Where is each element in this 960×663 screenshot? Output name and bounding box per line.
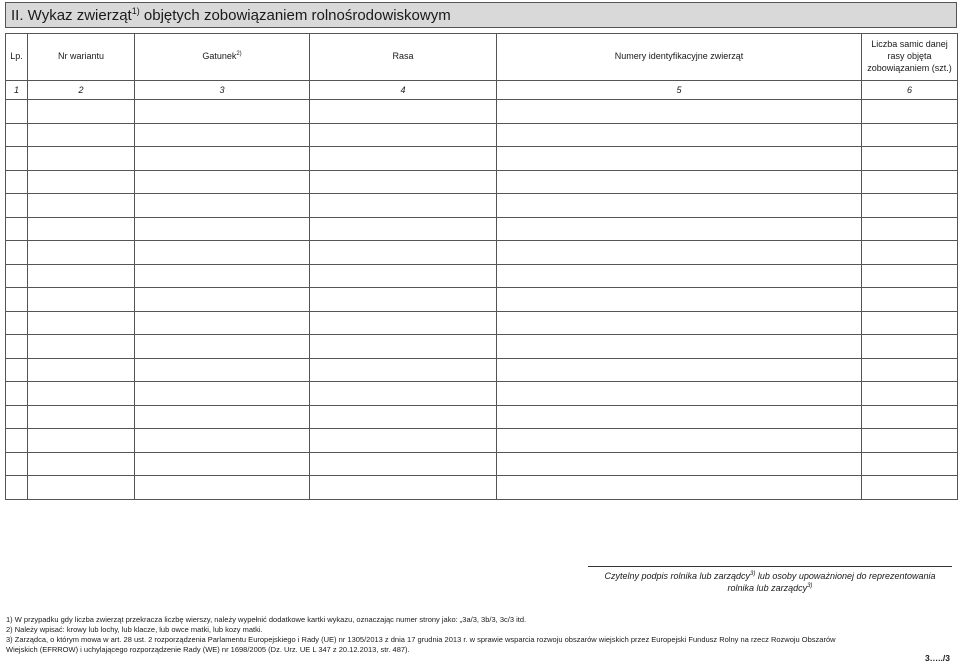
table-cell[interactable] (497, 476, 862, 500)
table-cell[interactable] (6, 217, 28, 241)
table-cell[interactable] (497, 335, 862, 359)
table-cell[interactable] (862, 405, 958, 429)
table-body (6, 100, 958, 500)
table-cell[interactable] (862, 288, 958, 312)
table-cell[interactable] (862, 123, 958, 147)
table-row (6, 358, 958, 382)
footnote: 2) Należy wpisać: krowy lub lochy, lub klacze, lub owce matki, lub kozy matki. (6, 625, 263, 635)
table-cell[interactable] (310, 170, 497, 194)
column-number-row (6, 81, 958, 100)
table-cell[interactable] (6, 382, 28, 406)
table-row (6, 217, 958, 241)
section-title-bar (5, 2, 957, 28)
table-cell[interactable] (497, 382, 862, 406)
table-cell[interactable] (310, 217, 497, 241)
page-number: 3…../3 (924, 653, 950, 663)
table-cell[interactable] (6, 476, 28, 500)
table-cell[interactable] (862, 217, 958, 241)
table-cell[interactable] (310, 241, 497, 265)
table-cell[interactable] (310, 335, 497, 359)
table-row (6, 476, 958, 500)
column-number: 2 (28, 81, 135, 100)
table-cell[interactable] (862, 476, 958, 500)
table-cell[interactable] (310, 288, 497, 312)
table-row (6, 405, 958, 429)
table-cell[interactable] (135, 264, 310, 288)
header-liczba: Liczba samic danej rasy objęta zobowiązaniem (szt.) (862, 34, 958, 81)
table-cell[interactable] (310, 264, 497, 288)
table-cell[interactable] (135, 217, 310, 241)
table-row (6, 288, 958, 312)
table-row (6, 147, 958, 171)
table-cell[interactable] (497, 358, 862, 382)
column-number: 4 (310, 81, 497, 100)
table-cell[interactable] (135, 476, 310, 500)
footnote: 1) W przypadku gdy liczba zwierząt przekracza liczbę wierszy, należy wypełnić dodatkowe kartki wykazu, oznaczając numer strony jako: „3a/3, 3b/3, 3c/3 itd. (6, 615, 527, 624)
column-number: 6 (862, 81, 958, 100)
table-cell[interactable] (6, 452, 28, 476)
table-cell[interactable] (6, 100, 28, 124)
table-cell[interactable] (135, 382, 310, 406)
table-cell[interactable] (862, 452, 958, 476)
table-row (6, 335, 958, 359)
table-cell[interactable] (497, 311, 862, 335)
table-cell[interactable] (135, 311, 310, 335)
table-cell[interactable] (28, 100, 135, 124)
table-cell[interactable] (135, 147, 310, 171)
table-cell[interactable] (862, 147, 958, 171)
table-cell[interactable] (862, 335, 958, 359)
table-cell[interactable] (28, 241, 135, 265)
table-cell[interactable] (135, 358, 310, 382)
table-cell[interactable] (497, 452, 862, 476)
table-cell[interactable] (6, 429, 28, 453)
table-cell[interactable] (135, 429, 310, 453)
table-cell[interactable] (497, 170, 862, 194)
header-lp: Lp. (6, 34, 28, 81)
table-cell[interactable] (6, 405, 28, 429)
table-row (6, 311, 958, 335)
table-cell[interactable] (497, 147, 862, 171)
column-number: 3 (135, 81, 310, 100)
section-title: II. Wykaz zwierząt$^{1)}$ objętych zobowiązaniem rolnośrodowiskowym (11, 6, 451, 24)
table-cell[interactable] (6, 264, 28, 288)
table-row (6, 452, 958, 476)
table-cell[interactable] (135, 100, 310, 124)
table-cell[interactable] (28, 288, 135, 312)
table-cell[interactable] (862, 100, 958, 124)
table-cell[interactable] (310, 452, 497, 476)
footnote: Wiejskich (EFRROW) i uchylającego rozporządzenie Rady (WE) nr 1698/2005 (Dz. Urz. UE L 347 z 20.12.2013, str. 487). (6, 645, 410, 655)
table-cell[interactable] (310, 100, 497, 124)
table-cell[interactable] (862, 358, 958, 382)
header-rasa: Rasa (310, 34, 497, 81)
column-number: 5 (497, 81, 862, 100)
table-cell[interactable] (310, 476, 497, 500)
table-cell[interactable] (135, 288, 310, 312)
table-cell[interactable] (862, 194, 958, 218)
table-cell[interactable] (497, 241, 862, 265)
table-cell[interactable] (6, 147, 28, 171)
table-cell[interactable] (497, 264, 862, 288)
table-row (6, 123, 958, 147)
table-cell[interactable] (310, 429, 497, 453)
table-cell[interactable] (497, 405, 862, 429)
table-cell[interactable] (28, 382, 135, 406)
table-cell[interactable] (310, 405, 497, 429)
table-cell[interactable] (135, 452, 310, 476)
table-cell[interactable] (6, 241, 28, 265)
table-cell[interactable] (310, 311, 497, 335)
table-cell[interactable] (135, 335, 310, 359)
table-row (6, 382, 958, 406)
table-cell[interactable] (28, 429, 135, 453)
table-cell[interactable] (28, 335, 135, 359)
table-cell[interactable] (310, 194, 497, 218)
animals-table (5, 33, 958, 500)
table-cell[interactable] (6, 170, 28, 194)
table-row (6, 429, 958, 453)
table-cell[interactable] (6, 123, 28, 147)
table-cell[interactable] (6, 358, 28, 382)
table-cell[interactable] (310, 123, 497, 147)
table-cell[interactable] (497, 123, 862, 147)
table-cell[interactable] (135, 194, 310, 218)
table-cell[interactable] (135, 405, 310, 429)
table-cell[interactable] (135, 123, 310, 147)
table-cell[interactable] (862, 382, 958, 406)
table-cell[interactable] (28, 217, 135, 241)
table-cell[interactable] (28, 264, 135, 288)
table-cell[interactable] (862, 241, 958, 265)
table-cell[interactable] (497, 194, 862, 218)
table-cell[interactable] (497, 217, 862, 241)
table-cell[interactable] (28, 170, 135, 194)
table-cell[interactable] (862, 311, 958, 335)
table-row (6, 100, 958, 124)
table-cell[interactable] (497, 429, 862, 453)
table-cell[interactable] (28, 147, 135, 171)
table-cell[interactable] (310, 382, 497, 406)
header-numery: Numery identyfikacyjne zwierząt (497, 34, 862, 81)
table-cell[interactable] (135, 241, 310, 265)
table-row (6, 194, 958, 218)
table-cell[interactable] (28, 405, 135, 429)
table-cell[interactable] (497, 100, 862, 124)
table-cell[interactable] (310, 147, 497, 171)
table-cell[interactable] (28, 452, 135, 476)
table-cell[interactable] (28, 194, 135, 218)
column-number: 1 (6, 81, 28, 100)
table-cell[interactable] (862, 170, 958, 194)
table-cell[interactable] (6, 311, 28, 335)
signature-caption: Czytelny podpis rolnika lub zarządcy$^{3)}$ lub osoby upoważnionej do reprezentowania rolnika lub zarządcy$^{3)}$ (604, 571, 936, 594)
table-cell[interactable] (6, 194, 28, 218)
table-row (6, 241, 958, 265)
footnotes (6, 615, 956, 656)
table-cell[interactable] (28, 123, 135, 147)
table-cell[interactable] (497, 288, 862, 312)
table-cell[interactable] (28, 311, 135, 335)
table-row (6, 264, 958, 288)
table-cell[interactable] (862, 264, 958, 288)
signature-line (588, 566, 952, 567)
table-cell[interactable] (28, 358, 135, 382)
table-cell[interactable] (135, 170, 310, 194)
table-cell[interactable] (310, 358, 497, 382)
table-cell[interactable] (6, 288, 28, 312)
table-header-row (6, 34, 958, 81)
table-cell[interactable] (28, 476, 135, 500)
footnote: 3) Zarządca, o którym mowa w art. 28 ust. 2 rozporządzenia Parlamentu Europejskiego i Rady (UE) nr 1305/2013 z dnia 17 grudnia 2013 r. w sprawie wsparcia rozwoju obszarów wiejskich przez Europejski Fundusz Rolny na rzecz Rozwoju Obszarów (6, 635, 836, 645)
header-gatunek: Gatunek$^{2)}$ (135, 34, 310, 81)
table-row (6, 170, 958, 194)
table-cell[interactable] (6, 335, 28, 359)
table-cell[interactable] (862, 429, 958, 453)
header-wariant: Nr wariantu (28, 34, 135, 81)
